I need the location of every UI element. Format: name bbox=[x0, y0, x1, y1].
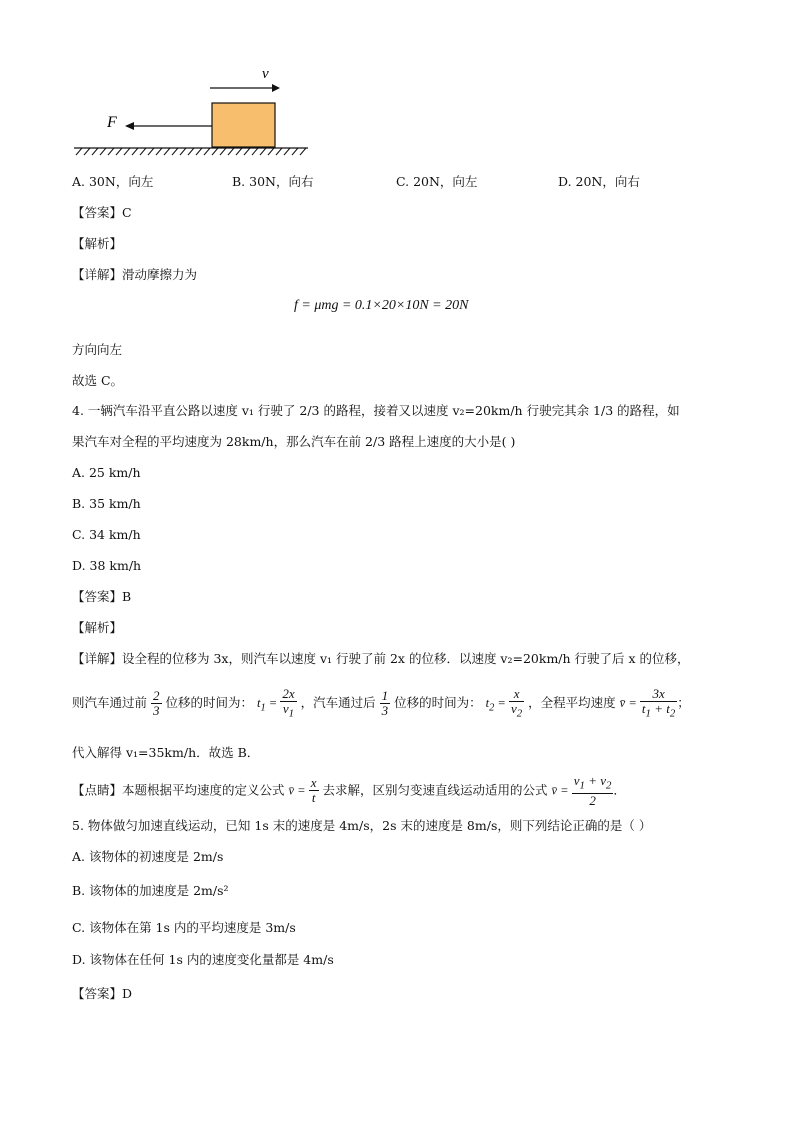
fraction-two-thirds: $\frac{2}{3}$ bbox=[153, 688, 160, 718]
fraction-x-v2: $\frac{x}{v_2}$ bbox=[510, 685, 523, 720]
q4-detail-text-b: 位移的时间为： bbox=[165, 695, 253, 710]
fraction-one-third: $\frac{1}{3}$ bbox=[381, 688, 389, 718]
q4-stem-line2: 果汽车对全程的平均速度为 28km/h，那么汽车在前 2/3 路程上速度的大小是( ) bbox=[72, 434, 516, 449]
q3-formula: f = μmg = 0.1×20×10N = 20N bbox=[294, 298, 469, 313]
q3-option-b: B. 30N，向右 bbox=[232, 174, 314, 189]
q4-tip-text-a: 【点睛】本题根据平均速度的定义公式 bbox=[72, 782, 285, 798]
ground-hatching bbox=[76, 148, 306, 155]
q5-stem: 5. 物体做匀加速直线运动，已知 1s 末的速度是 4m/s，2s 末的速度是 8m/s，则下列结论正确的是（ ） bbox=[72, 818, 652, 833]
q4-detail-text-a: 则汽车通过前 bbox=[72, 695, 148, 710]
q4-detail-text-d: 位移的时间为： bbox=[394, 695, 482, 710]
q4-option-a: A. 25 km/h bbox=[72, 465, 141, 480]
q3-option-d: D. 20N，向右 bbox=[558, 174, 640, 189]
q4-detail-text-e: ，全程平均速度 bbox=[528, 695, 616, 710]
force-diagram bbox=[72, 62, 312, 162]
fraction-2x-v1: $\frac{2x}{v_1}$ bbox=[282, 685, 295, 720]
q3-answer: 【答案】C bbox=[72, 205, 132, 220]
q4-detail-text-c: ，汽车通过后 bbox=[300, 695, 376, 710]
q4-detail-line3: 代入解得 v₁=35km/h．故选 B． bbox=[72, 745, 260, 760]
q3-detail: 【详解】滑动摩擦力为 bbox=[72, 267, 198, 282]
q3-option-a: A. 30N，向左 bbox=[72, 174, 154, 189]
q4-option-c: C. 34 km/h bbox=[72, 527, 141, 542]
q4-detail-line2: 则汽车通过前 $\frac{2}{3}$ 位移的时间为： $t_1$ = $\frac{2x}{v_1}$ ，汽车通过后 $\frac{1}{3}$ 位移的时间为： $t_2$ = $\frac{x}{v_2}$ ，全程平均速度 v̄ = $\frac{3x}{t_1 + t_2}$ ； bbox=[72, 685, 690, 720]
q3-conclusion: 故选 C。 bbox=[72, 373, 124, 388]
q5-option-c: C. 该物体在第 1s 内的平均速度是 3m/s bbox=[72, 920, 296, 935]
q4-option-d: D. 38 km/h bbox=[72, 558, 142, 573]
q5-answer: 【答案】D bbox=[72, 986, 133, 1001]
fraction-x-t: $\frac{x}{t}$ bbox=[310, 775, 317, 806]
q3-analysis-heading: 【解析】 bbox=[72, 236, 123, 251]
q3-option-c: C. 20N，向左 bbox=[396, 174, 478, 189]
t2-formula: $t_2$ = bbox=[485, 696, 509, 714]
force-label: F bbox=[107, 114, 117, 131]
avg-def-formula: v̄ = bbox=[288, 783, 309, 798]
block bbox=[212, 103, 275, 147]
q4-tip-text-c: ． bbox=[613, 782, 626, 798]
q4-analysis-heading: 【解析】 bbox=[72, 620, 123, 635]
q3-direction: 方向向左 bbox=[72, 342, 123, 357]
q4-tip-text-b: 去求解，区别匀变速直线运动适用的公式 bbox=[322, 782, 548, 798]
uniform-accel-formula: v̄ = bbox=[551, 783, 572, 798]
q5-option-b: B. 该物体的加速度是 2m/s² bbox=[72, 883, 229, 898]
q4-stem-line1: 4. 一辆汽车沿平直公路以速度 v₁ 行驶了 2/3 的路程，接着又以速度 v₂=20km/h 行驶完其余 1/3 的路程，如 bbox=[72, 403, 680, 418]
q5-option-d: D. 该物体在任何 1s 内的速度变化量都是 4m/s bbox=[72, 952, 334, 967]
q4-option-b: B. 35 km/h bbox=[72, 496, 141, 511]
q4-tip bbox=[72, 774, 626, 808]
q4-answer: 【答案】B bbox=[72, 589, 132, 604]
q4-detail-line1: 【详解】设全程的位移为 3x，则汽车以速度 v₁ 行驶了前 2x 的位移．以速度 v₂=20km/h 行驶了后 x 的位移， bbox=[72, 651, 690, 666]
fraction-3x-t1-t2: $\frac{3x}{t_1 + t_2}$ bbox=[641, 685, 676, 720]
average-velocity-formula: v̄ = bbox=[619, 696, 640, 710]
q5-option-a: A. 该物体的初速度是 2m/s bbox=[72, 849, 224, 864]
fraction-v1-v2-over-2: $\frac{v_1 + v_2}{2}$ bbox=[573, 773, 612, 808]
t1-formula: $t_1$ = bbox=[256, 696, 281, 714]
velocity-label: v bbox=[262, 66, 269, 82]
